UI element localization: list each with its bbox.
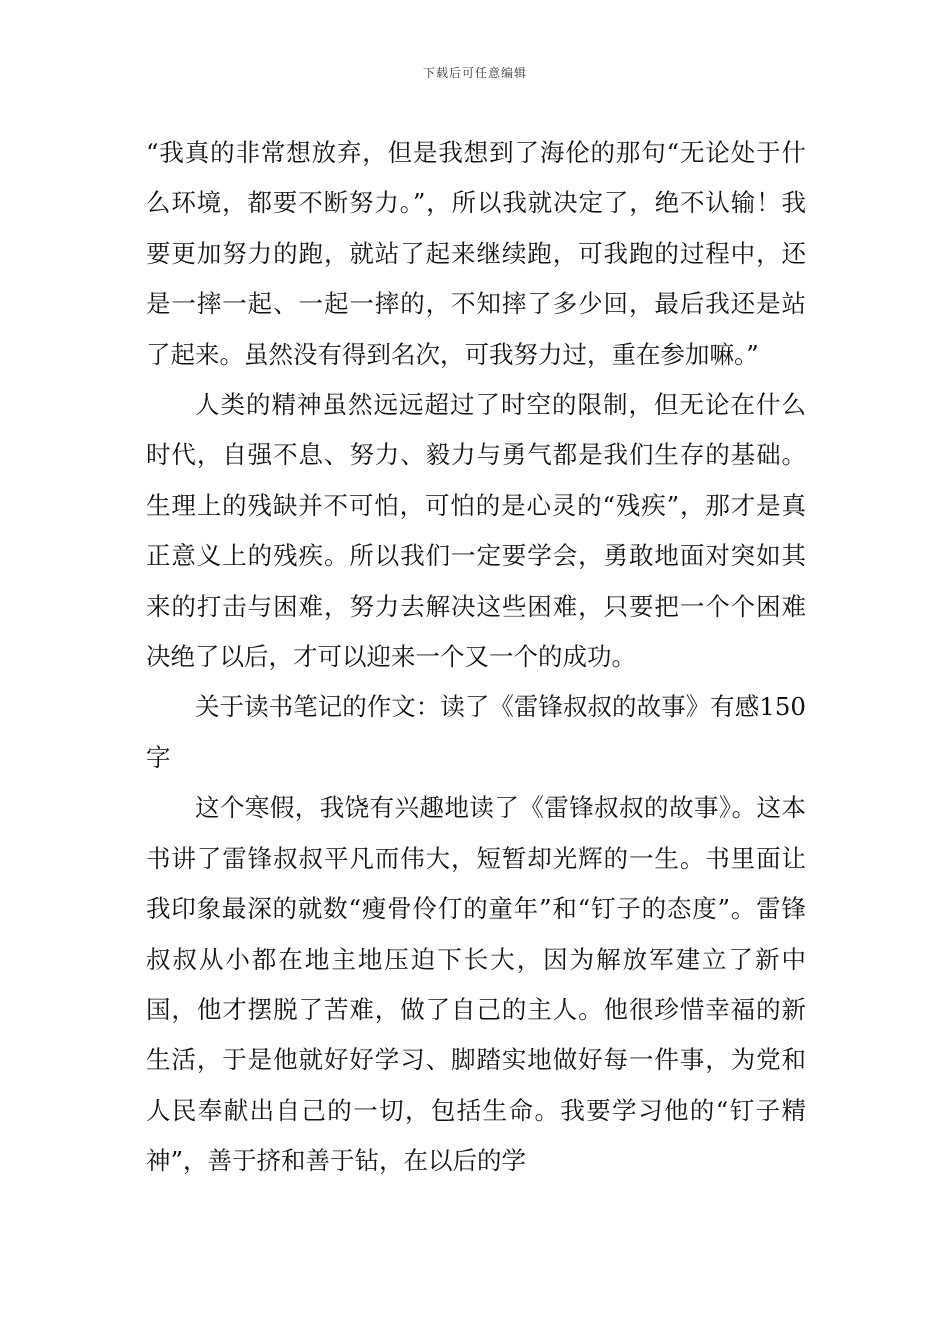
paragraph-2: 人类的精神虽然远远超过了时空的限制，但无论在什么时代，自强不息、努力、毅力与勇气都是我们生存的基础。生理上的残缺并不可怕，可怕的是心灵的“残疾”，那才是真正意义上的残疾。所以我们一定要学会，勇敢地面对突如其来的打击与困难，努力去解决这些困难，只要把一个个困难决绝了以后，才可以迎来一个又一个的成功。: [146, 390, 806, 672]
document-body: [146, 128, 806, 1187]
page-header: 下载后可任意编辑: [422, 66, 527, 80]
paragraph-1: “我真的非常想放弃，但是我想到了海伦的那句“无论处于什么环境，都要不断努力。”，所以我就决定了，绝不认输！我要更加努力的跑，就站了起来继续跑，可我跑的过程中，还是一摔一起、一起一摔的，不知摔了多少回，最后我还是站了起来。虽然没有得到名次，可我努力过，重在参加嘛。”: [146, 138, 806, 369]
section-heading: 关于读书笔记的作文：读了《雷锋叔叔的故事》有感150字: [146, 692, 806, 772]
paragraph-3: 这个寒假，我饶有兴趣地读了《雷锋叔叔的故事》。这本书讲了雷锋叔叔平凡而伟大，短暂却光辉的一生。书里面让我印象最深的就数“瘦骨伶仃的童年”和“钉子的态度”。雷锋叔叔从小都在地主地压迫下长大，因为解放军建立了新中国，他才摆脱了苦难，做了自己的主人。他很珍惜幸福的新生活，于是他就好好学习、脚踏实地做好每一件事，为党和人民奉献出自己的一切，包括生命。我要学习他的“钉子精神”，善于挤和善于钻，在以后的学: [146, 793, 806, 1176]
